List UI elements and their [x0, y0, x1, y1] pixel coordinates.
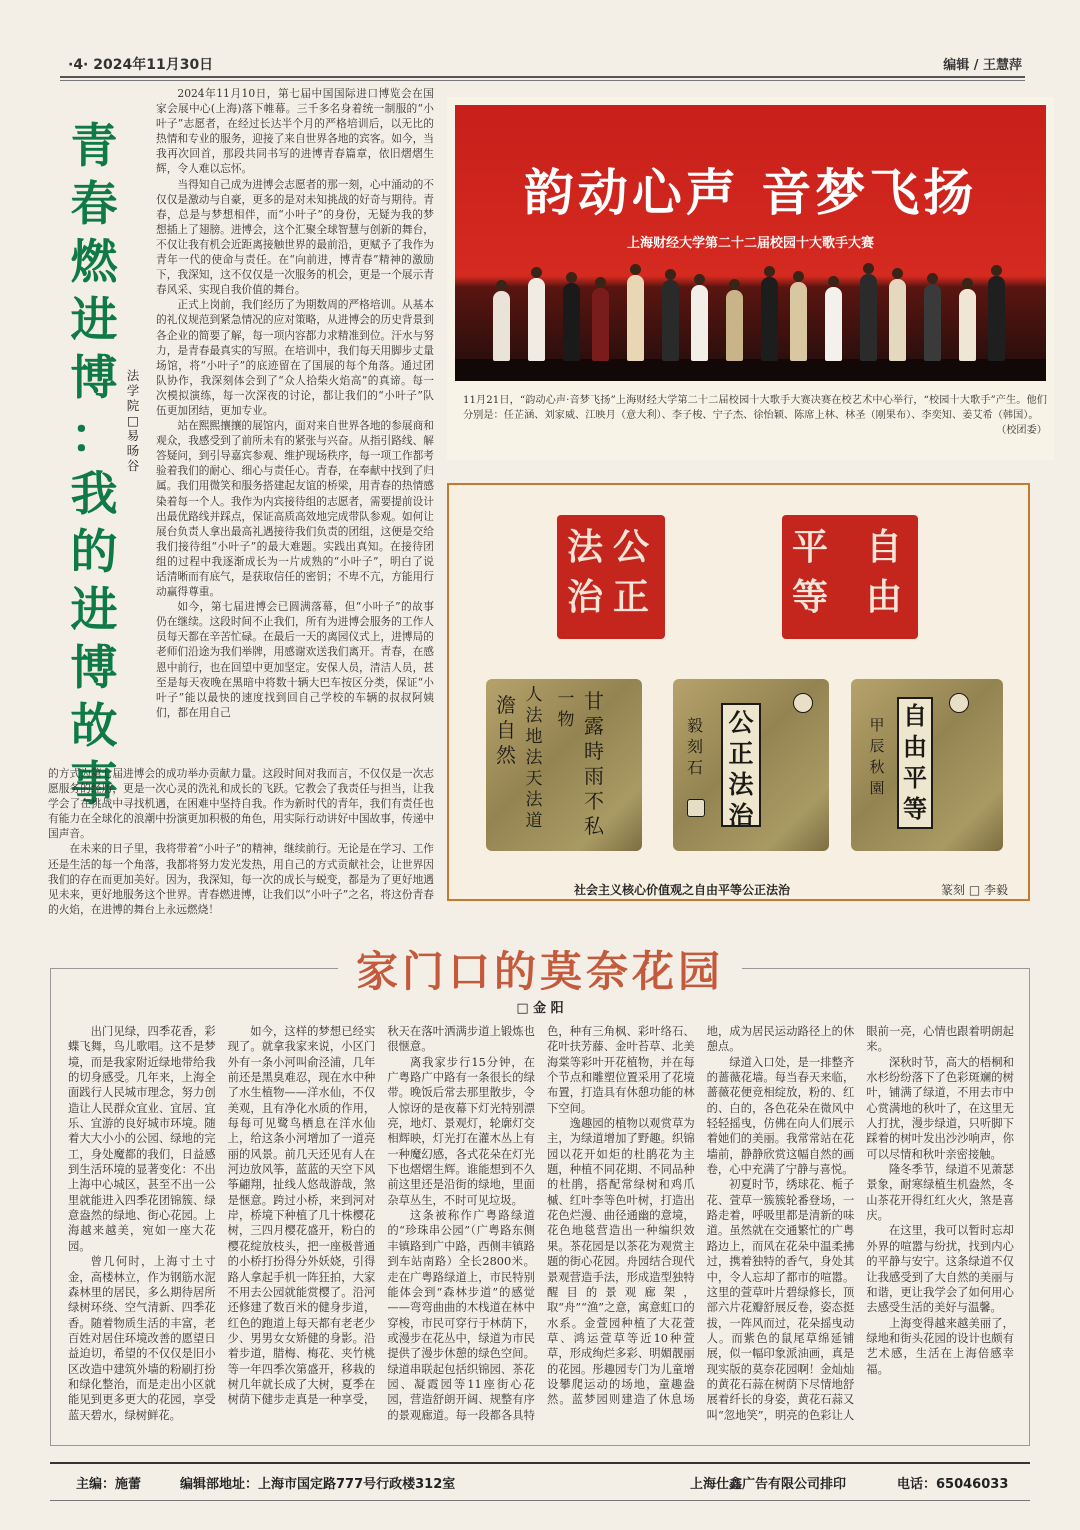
title-char: 故	[70, 699, 118, 754]
seal-stone-2	[673, 679, 829, 851]
inscription-char: 一	[557, 689, 575, 709]
banner-title: 韵动心声 音梦飞扬	[523, 163, 978, 222]
inscription-char: 園	[869, 779, 885, 797]
inscription-char: 時	[584, 739, 604, 763]
performer-head	[927, 273, 938, 284]
title-char: 青	[70, 119, 118, 174]
inscription-char: 石	[686, 758, 703, 777]
performer-head	[531, 267, 542, 278]
garden-paragraph: 上海变得越来越美丽了，绿地和街头花园的设计也颇有艺术感，生活在上海倍感幸福。	[866, 1316, 1014, 1376]
performer-head	[694, 274, 705, 285]
garden-paragraph: 在这里，我可以暂时忘却外界的喧嚣与纷扰，找到内心的平静与安宁。这条绿道不仅让我感受到了大自然的美丽与和谐，更让我学会了如何用心去感受生活的美好与温馨。	[866, 1224, 1014, 1315]
seal-stone-3	[851, 679, 1003, 851]
seal-stone-1	[486, 679, 642, 851]
performer-figure	[790, 282, 807, 361]
seal-carving-block	[447, 483, 1030, 901]
garden-author: □ 金 阳	[516, 1001, 564, 1016]
inscription-char: 法	[525, 748, 543, 768]
title-char: 博	[70, 641, 118, 696]
author-char: 院	[126, 398, 140, 413]
inscription-char: 甲	[869, 716, 885, 734]
article1-body-tail	[48, 766, 434, 917]
header-rule-thin	[60, 80, 1025, 81]
label-char: 等	[903, 795, 927, 823]
label-char: 公	[728, 708, 754, 737]
performer-head	[863, 263, 874, 274]
photo-caption	[463, 393, 1047, 438]
performer-figure	[959, 289, 976, 361]
seal-caption: 社会主义核心价值观之自由平等公正法治	[574, 883, 791, 897]
label-char: 治	[728, 801, 754, 830]
seal-glyph: 公	[613, 526, 650, 568]
author-char: 法	[126, 368, 140, 383]
garden-paragraph: 离我家步行15分钟，在广粤路广中路有一条很长的绿带。晚饭后常去那里散步，令人惊讶的是夜幕下灯光特别漂亮，地灯、景观灯，轮廓灯交相辉映，灯光打在灌木丛上有一种魔幻感，各式花朵在灯光下也熠熠生辉。谁能想到不久前这里还是沿街的绿地，里面杂草丛生，不时可见垃圾。	[387, 1055, 535, 1207]
label-char: 自	[903, 702, 927, 730]
performer-figure	[988, 276, 1005, 361]
footer-chief-editor: 主编：施蕾	[76, 1477, 142, 1492]
performer-figure	[726, 290, 743, 361]
performer-figure	[691, 285, 708, 361]
inscription-char: 人	[525, 685, 543, 705]
inscription-char: 辰	[869, 737, 885, 755]
inscription-char: 自	[496, 718, 516, 742]
title-char: ：	[70, 409, 118, 464]
performer-figure	[528, 278, 545, 361]
photo-caption-text: 11月21日，“韵动心声·音梦飞扬”上海财经大学第二十二届校园十大歌手大赛决赛在校艺术中心举行，“校园十大歌手”产生。他们分别是：任芷涵、刘家威、江映月（意大利）、李子梭、宁子杰、徐怡颖、陈席上林、林圣（刚果布）、李奕知、姜艾希（韩国）。	[463, 395, 1047, 421]
seal-credit: 篆刻 □ 李毅	[941, 883, 1008, 897]
performer-figure	[493, 291, 510, 361]
garden-paragraph: 隆冬季节，绿道不见萧瑟景象，耐寒绿植生机盎然，冬山茶花开得红红火火，煞是喜庆。	[866, 1163, 1014, 1223]
inscription-char: 刻	[686, 737, 703, 756]
garden-paragraph: 如今，这样的梦想已经实现了。就拿我家来说，小区门外有一条小河叫俞泾浦，几年前还是黑臭难忍，现在水中种了水生植物——洋水仙，不仅美观，且有净化水质的作用，每每可见鹭鸟栖息在洋水仙上，给这条小河增加了一道亮丽的风景。前几天还见有人在河边放风筝，蓝蓝的天空下风筝翩翔，扯线人悠哉游哉，煞是惬意。跨过小桥，来到河对岸，桥境下种植了几十株樱花树，三四月樱花盛开，粉白的樱花绽放枝头，把一座极普通的小桥打扮得分外妖娆，引得路人拿起手机一阵狂拍，大家不用去公园就能赏樱了。沿河还修建了数百米的健身步道，红色的跑道上每天都有老老少少、男男女女矫健的身影。沿着步道，腊梅、梅花、夹竹桃等一年四季次第盛开，移栽的树几年就长成了大树，夏季在树荫下健步走真是一种享受，秋天在落叶洒满步道上锻炼也很惬意。	[227, 1025, 535, 1407]
garden-title	[0, 939, 1080, 999]
title-char: 进	[70, 293, 118, 348]
article1-paragraph: 在未来的日子里，我将带着“小叶子”的精神，继续前行。无论是在学习、工作还是生活的每一个角落，我都将努力发光发热，用自己的方式贡献社会，让世界因我们的存在而更加美好。因为，我深知，每一次的成长与蜕变，都是为了更好地遇见未来，更好地服务这个世界。青春燃进博，让我们以“小叶子”之名，将这份青春的火焰，在进博的舞台上永远燃烧！	[48, 842, 434, 916]
inscription-char: 雨	[584, 764, 604, 788]
performer-figure	[563, 283, 580, 361]
article1-paragraph: 正式上岗前，我们经历了为期数周的严格培训。从基本的礼仪规范到紧急情况的应对策略，从进博会的历史背景到各企业的简要了解，每一项内容都力求精准到位。汗水与努力，是青春最真实的写照。在培训中，我们每天用脚步丈量场馆，将“小叶子”的底迹留在了国展的每个角落。通过团队协作，我深刻体会到了“众人拾柴火焰高”的真谛。每一次模拟演练，每一次深夜的讨论，都让我们的“小叶子”队伍更加团结，更加专业。	[156, 298, 434, 417]
article1-body	[156, 86, 434, 720]
inscription-char: 然	[496, 743, 516, 767]
article1-title	[66, 118, 122, 814]
performer-figure	[924, 284, 941, 361]
garden-paragraph: 逸趣园的植物以观赏草为主，为绿道增加了野趣。织锦园以花开如炬的杜鹃花为主题，种植不同花期、不同品种的杜鹃，搭配常绿树和鸡爪槭、红叶李等色叶树，打造出花色烂漫、曲径通幽的意境，花色地毯营造出一种编织效果。茶花园是以茶花为观赏主题的街心花园。舟园结合现代景观营造手法，形成造型独特醒目的景观廊架，取“舟”“渔”之意，寓意虹口的水系。金萱园种植了大花萱草、鸿运萱草等近10种萱草，形成绚烂多彩、明媚靓丽的花园。彤趣园专门为儿童增设攀爬运动的场地，童趣盎然。蓝梦园则建造了休息场地，成为居民运动路径上的休憩点。	[546, 1025, 855, 1407]
stone1-inscription-right	[582, 689, 606, 839]
author-char: 学	[126, 383, 140, 398]
footer-rule-bottom	[50, 1500, 1030, 1501]
seal-glyph: 等	[792, 576, 829, 618]
performer-figure	[662, 280, 679, 361]
article1-paragraph: 如今，第七届进博会已圆满落幕，但“小叶子”的故事仍在继续。这段时间不止我们，所有为进博会服务的工作人员每天都在辛苦忙碌。在最后一天的离园仪式上，进博局的老师们沿途为我们举牌，用感谢欢送我们离开。青春，在感恩中前行，也在回望中更加坚定。安保人员，清洁人员，甚至是每天夜晚在黑暗中将数十辆大巴车按区分类，保证“小叶子”能以最快的速度找到回自己学校的车辆的叔叔阿姨们，都在用自己	[156, 600, 434, 719]
seal-glyph: 自	[866, 526, 903, 568]
author-char: □	[127, 413, 139, 428]
seal-glyph: 法	[567, 526, 604, 568]
performer-head	[566, 272, 577, 283]
label-char: 由	[903, 733, 927, 761]
article1-paragraph: 的方式为第七届进博会的成功举办贡献力量。这段时间对我而言，不仅仅是一次志愿服务的经历，更是一次心灵的洗礼和成长的飞跃。它教会了我责任与担当，让我学会了在挑战中寻找机遇，在困难中坚持自我。作为新时代的青年，我们有责任也有能力在全球化的浪潮中扮演更加积极的角色，用实际行动讲好中国故事，传递中国声音。	[48, 767, 434, 841]
title-char: 燃	[70, 235, 118, 290]
stone3-label	[897, 697, 933, 829]
garden-paragraph: 初夏时节，绣球花、栀子花、萱草一簇簇轮番登场，一路走着，呼吸里都是清新的味道。虽然就在交通繁忙的广粤路边上，而风在花朵中温柔拂过，携着独特的香气，身处其中，令人忘却了都市的喧嚣。这里的萱草叶片碧绿修长，顶部六片花瓣舒展反卷，姿态挺拔，一阵风而过，花朵摇曳动人。而紫色的鼠尾草绵延铺展，似一幅印象派油画，真是现实版的莫奈花园啊！金灿灿的黄花石蒜在树荫下尽情地舒展着纤长的身姿，黄花石蒜又叫“忽地笑”，明亮的色彩让人眼前一亮，心情也跟着明朗起来。	[706, 1025, 1014, 1422]
performer-figure	[627, 275, 644, 361]
stone1-inscription-right-b	[554, 689, 578, 731]
author-char: 旸	[126, 443, 140, 458]
performer-head	[496, 280, 507, 291]
performer-head	[729, 279, 740, 290]
inscription-char: 澹	[496, 693, 516, 717]
stone1-inscription-mid	[522, 685, 546, 832]
garden-paragraph: 深秋时节，高大的梧桐和水杉纷纷落下了色彩斑斓的树叶，铺满了绿道，不用去市中心赏满地的秋叶了，在这里无人打扰，漫步绿道，只听脚下踩着的树叶发出沙沙响声，你可以尽情和秋叶亲密接触。	[866, 1055, 1014, 1161]
author-char: 易	[126, 428, 140, 443]
footer-phone: 电话：65046033	[897, 1477, 1009, 1492]
concert-photo	[455, 105, 1046, 381]
author-char: 谷	[126, 458, 140, 473]
seal-glyph: 由	[866, 576, 903, 618]
stone2-inscription-side	[683, 715, 707, 778]
label-char: 正	[728, 739, 754, 768]
performer-head	[595, 277, 606, 288]
concert-photo-block	[447, 97, 1054, 460]
garden-body	[68, 1024, 1014, 1438]
stone2-small-seal	[687, 799, 705, 817]
inscription-char: 不	[584, 789, 604, 813]
inscription-char: 物	[557, 710, 575, 730]
title-char: 博	[70, 351, 118, 406]
inscription-char: 甘	[584, 689, 604, 713]
performer-figure	[889, 279, 906, 361]
inscription-char: 地	[525, 727, 543, 747]
inscription-char: 秋	[869, 758, 885, 776]
footer-address: 编辑部地址：上海市国定路777号行政楼312室	[180, 1477, 456, 1492]
stone3-emblem-icon	[949, 693, 969, 713]
inscription-char: 道	[525, 811, 543, 831]
performer-figure	[592, 288, 609, 361]
garden-paragraph: 出门见绿，四季花香，彩蝶飞舞，鸟儿歌唱。这不是梦境，而是我家附近绿地带给我的切身感受。几年来，上海全面践行人民城市理念，努力创造让人民群众宜业、宜居、宜乐、宜游的良好城市环境。随着大大小小的公园、绿地的完工，身处魔都的我们，日益感到生活环境的显著变化：不出上海中心城区，甚至不出一公里就能进入四季花团锦簇、绿意盎然的绿地、街心花园。上海越来越美，宛如一座大花园。	[68, 1025, 216, 1253]
inscription-char: 法	[525, 706, 543, 726]
performer-figure	[825, 287, 842, 361]
stone2-label	[721, 703, 761, 830]
performer-head	[828, 276, 839, 287]
performer-head	[991, 265, 1002, 276]
header-rule	[60, 76, 1025, 78]
seal-glyph: 平	[792, 526, 829, 568]
inscription-char: 法	[525, 790, 543, 810]
label-char: 平	[903, 764, 927, 792]
seal-stamp-fairness	[557, 515, 665, 639]
seal-stamp-freedom	[782, 515, 918, 639]
stage-floor	[455, 359, 1046, 381]
article1-paragraph: 2024年11月10日，第七届中国国际进口博览会在国家会展中心(上海)落下帷幕。三千多名身着统一制服的“小叶子”志愿者，在经过长达半个月的严格培训后，以无比的热情和专业的服务，迎接了来自世界各地的宾客。如今，当我再次回首，那段共同书写的进博青春篇章，依旧熠熠生辉，令人难以忘怀。	[156, 87, 434, 176]
article1-paragraph: 当得知自己成为进博会志愿者的那一刻，心中涌动的不仅仅是激动与自豪，更多的是对未知挑战的好奇与期待。青春，总是与梦想相伴，而“小叶子”的身份，无疑为我的梦想插上了翅膀。进博会，这个汇聚全球智慧与创新的舞台，不仅让我有机会近距离接触世界的最前沿，更赋予了我作为青年一代的使命与责任。在“向前进，博青春”精神的激励下，我深知，这不仅仅是一次服务的机会，更是一个展示青春风采、实现自我价值的舞台。	[156, 177, 434, 297]
inscription-char: 私	[584, 814, 604, 838]
garden-paragraph: 这条被称作广粤路绿道的“珍珠串公园”（广粤路东侧丰镇路到广中路，西侧丰镇路到车站南路）全长2800米。走在广粤路绿道上，市民特别能体会到“森林步道”的感觉——弯弯曲曲的木栈道在林中穿梭，市民可穿行于林荫下，或漫步在花丛中，绿道为市民提供了漫步休憩的绿色空间。绿道串联起包括织锦园、茶花园、凝霞园等11座街心花园，营造舒朗开阔、规整有序的景观廊道。每一段都各具特色，种有三角枫、彩叶络石、花叶扶芳藤、金叶苔草、北美海棠等彩叶开花植物，并在每个节点和雕塑位置采用了花境布置，打造具有休憩功能的林下空间。	[387, 1025, 695, 1422]
stone1-inscription-left	[494, 693, 518, 768]
performer-head	[665, 269, 676, 280]
performer-head	[892, 268, 903, 279]
performer-head	[793, 271, 804, 282]
inscription-char: 天	[525, 769, 543, 789]
title-char: 事	[70, 757, 118, 812]
inscription-char: 露	[584, 714, 604, 738]
article1-author	[124, 368, 142, 473]
page-date: ·4· 2024年11月30日	[68, 57, 214, 73]
performer-head	[764, 266, 775, 277]
article1-paragraph: 站在熙熙攘攘的展馆内，面对来自世界各地的参展商和观众，我感受到了前所未有的紧张与兴奋。从指引路线、解答疑问，到引导嘉宾参观、维护现场秩序，每一项工作都考验着我们的耐心、细心与责任心。青春，在奉献中找到了归属。我们用微笑和服务搭建起友谊的桥梁，用青春的热情感染着每一个人。我作为内宾接待组的志愿者，需要提前设计出最优路线并踩点，保证高质高效地完成带队参观。如何让展台负责人拿出最高礼遇接待我们负责的团组，这便是交给我们接待组“小叶子”的最大难题。实践出真知。在接待团组的过程中我逐渐成长为一片成熟的“小叶子”，明白了说话清晰而有底气，是获取信任的密钥；不卑不亢，方能用行动赢得尊重。	[156, 419, 434, 599]
title-char: 进	[70, 583, 118, 638]
photo-credit: （校团委）	[996, 425, 1047, 436]
footer-rule	[50, 1462, 1030, 1464]
seal-glyph: 正	[613, 576, 650, 618]
banner-subtitle: 上海财经大学第二十二届校园十大歌手大赛	[626, 236, 874, 251]
performer-head	[962, 278, 973, 289]
garden-paragraph: 曾几何时，上海寸土寸金，高楼林立，作为钢筋水泥森林里的居民，多么期待居所绿树环绕、空气清新、四季花香。随着物质生活的丰富，老百姓对居住环境改善的愿望日益迫切，希望的不仅仅是旧小区改造中建筑外墙的粉刷打扮和绿化整治，而是走出小区就能见到更多更大的花园，享受蓝天碧水，绿树鲜花。	[68, 1255, 216, 1422]
performer-figure	[761, 277, 778, 361]
label-char: 法	[728, 770, 754, 799]
title-char: 我	[70, 467, 118, 522]
garden-paragraph: 绿道入口处，是一排整齐的蔷薇花墙。每当春天来临，蔷薇花便竞相绽放，粉的、红的、白的，各色花朵在微风中轻轻摇曳，仿佛在向人们展示着她们的美丽。我常常站在花墙前，静静欣赏这幅自然的画卷，心中充满了宁静与喜悦。	[706, 1055, 855, 1177]
seal-glyph: 治	[567, 576, 604, 618]
title-char: 春	[70, 177, 118, 232]
stone3-inscription-side	[865, 715, 889, 799]
garden-title-text: 家门口的莫奈花园	[338, 939, 742, 999]
footer-printer: 上海仕鑫广告有限公司排印	[690, 1477, 847, 1492]
stone2-emblem-icon	[793, 693, 813, 713]
page-editor: 编辑 / 王慧萍	[943, 58, 1022, 73]
title-char: 的	[70, 525, 118, 580]
inscription-char: 毅	[686, 716, 703, 735]
performer-figure	[860, 274, 877, 361]
performer-head	[630, 264, 641, 275]
